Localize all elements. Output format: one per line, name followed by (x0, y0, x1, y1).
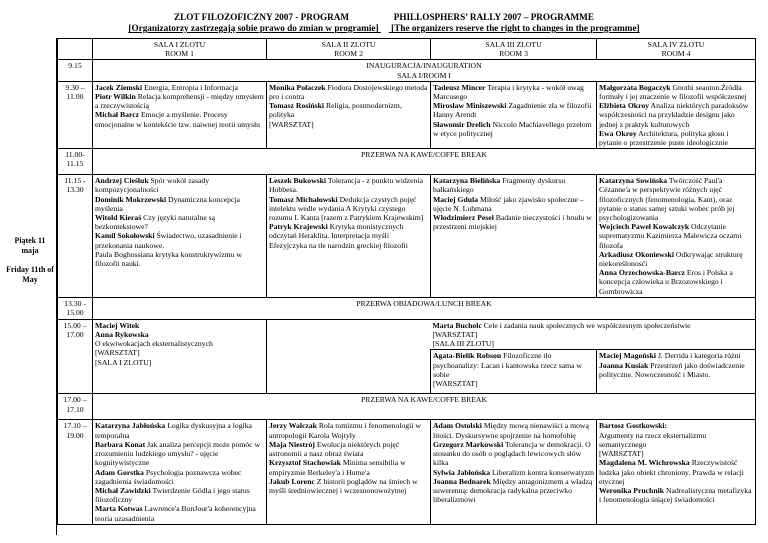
talk: [WARSZTAT] (269, 119, 314, 129)
talk: Katarzyna Sowińska Twórczość Paul'a Cézanne'a w perspektywie różnych ujęć filozoficznych (fenomenologia, Kant), oraz pytanie o status samej sztuki wobec prób jej psychologizowania (599, 176, 735, 223)
talk: Michał Zawidzki Twierdzenie Gödla i jego status filozoficzny (95, 485, 250, 505)
talk: Anna Rykowska (95, 330, 149, 340)
day-label-en: Friday 11th of May (6, 265, 54, 284)
room-1-header: SALA I ZLOTU ROOM 1 (93, 39, 267, 60)
talk: [WARSZTAT] (599, 449, 644, 459)
s1500-room3 (431, 350, 597, 394)
lunch-break: PRZERWA OBIADOWA/LUNCH BREAK (93, 297, 756, 319)
talk: Jacek Ziemski Energia, Entropia i Informacja (95, 82, 238, 92)
talk: Tomasz Rosiński Religia, postmodernizm, polityka (269, 101, 402, 120)
talk: Monika Połaczek Fiodora Dostojewskiego metoda pro i contra (269, 82, 428, 102)
s1710-room1 (93, 420, 267, 524)
time-1710: 17.10 – 19.00 (58, 420, 93, 524)
talk: Maciej Witek (95, 320, 140, 330)
talk: Sławomir Drelich Niccolo Machiavellego przełom w etyce politycznej (433, 119, 592, 138)
programme-table (57, 38, 756, 525)
talk: Weronika Pruchnik Nadrealistyczna metafizyka i fenomenologia śniącej świadomości (599, 485, 752, 505)
rooms-row (58, 39, 756, 60)
slot-1100-row (58, 149, 756, 175)
s930-room1 (93, 81, 267, 148)
time-930: 9.30 – 11.00 (58, 81, 93, 148)
coffee-break-1: PRZERWA NA KAWE/COFFE BREAK (93, 149, 756, 175)
talk: O ekwiwokacjach eksternalistycznych (95, 339, 213, 349)
talk: Maciej Gdula Miłość jako zjawisko społeczne – ujęcie N. Luhmana (433, 194, 584, 213)
s1115-room1 (93, 175, 267, 298)
talk: Jerzy Walczak Rola tomizmu i fenomenologii w antropologii Karola Wojtyły (269, 421, 421, 440)
talk: [WARSZTAT] (433, 379, 478, 389)
time-1330: 13.30 - 15.00 (58, 297, 93, 319)
document-header (0, 12, 768, 34)
talk: Marta Kotwas Lawrence'a BonJour'a koherencyjna teoria uzasadnienia (95, 504, 256, 523)
room-2-header: SALA II ZLOTU ROOM 2 (267, 39, 431, 60)
s1115-room2 (267, 175, 431, 298)
talk: Adam Gorstka Psychologia poznawcza wobec zagadnienia świadomości (95, 467, 242, 486)
talk: Leszek Bukowski Tolerancja - z punktu widzenia Hobbesa. (269, 176, 423, 195)
room-3-header: SALA III ZLOTU ROOM 3 (431, 39, 597, 60)
talk: Katarzyna Jabłońska Logika dyskusyjna a logika temporalna (95, 421, 252, 440)
s930-room3 (431, 81, 597, 148)
talk: Barbara Konat Jak analiza percepcji może pomóc w zrozumieniu ludzkiego umysłu? - ujęcie kognitywistyczne (95, 439, 261, 468)
talk: Paula Boghossiana krytyka konstruktywizmu w filozofii nauki. (95, 249, 242, 269)
slot-1115-row (58, 175, 756, 298)
talk: Witold Kieraś Czy języki naturalne są bezkontekstowe? (95, 213, 216, 232)
talk: [SALA I ZLOTU] (95, 357, 152, 367)
s1500-room2-empty (267, 319, 431, 394)
header-title-pl: ZLOT FILOZOFICZNY 2007 - PROGRAM (174, 12, 350, 22)
talk: Joanna Kusiak Przestrzeń jako doświadczenie polityczne. Nowoczesność i Miasto. (599, 360, 745, 379)
header-title-en: PHILLOSPHERS’ RALLY 2007 – PROGRAMME (393, 12, 594, 22)
s930-room4 (597, 81, 756, 148)
s1710-room4 (597, 420, 756, 524)
s1500-room1 (93, 319, 267, 394)
header-line-2 (0, 23, 768, 34)
talk: Adam Ostolski Między mową nienawiści a mową litości. Dyskursywne spojrzenie na homofobię (433, 421, 589, 440)
s1710-room3 (431, 420, 597, 524)
talk: Katarzyna Bielińska Fragmenty dyskursu bałkańskiego (433, 176, 566, 195)
slot-1500-row-a (58, 319, 756, 350)
talk: Tadeusz Mincer Terapia i krytyka - wokół uwag Marcusego (433, 82, 584, 102)
talk: Maja Niestrój Ewolucja niektórych pojęć astronomii a nasz obraz świata (269, 439, 400, 459)
s1500-room3-4-top (431, 319, 756, 350)
s1115-room3 (431, 175, 597, 298)
talk: [WARSZTAT] (432, 330, 478, 340)
talk: Anna Orzechowska-Barcz Eros i Polska a koncepcja człowieka u Brzozowskiego i Gombrowicza (599, 268, 733, 296)
talk: Kamil Sokołowski Świadectwo, uzasadnienie i przekonania naukowe. (95, 231, 242, 250)
talk: Agata-Bielik Robson Filozoficzne tło psychoanalizy: Lacan i kantowska rzecz sama w sobie (433, 351, 582, 379)
room-4-header: SALA IV ZLOTU ROOM 4 (597, 39, 756, 60)
header-note-en: [The organizers reserve the right to changes in the programme] (391, 23, 640, 33)
talk: Wojciech Paweł Kowalczyk Odczytanie suprematyzmu Kazimierza Malewicza oczami filozofa (599, 222, 742, 250)
day-label (6, 236, 54, 284)
talk: Grzegorz Markowski Tolerancja w demokracji. O stosunku do osób o poglądach lewicowych słów kilka (433, 439, 591, 468)
day-column-border (56, 38, 57, 535)
empty-corner (58, 39, 93, 60)
slot-1330-row (58, 297, 756, 319)
talk: [WARSZTAT] (95, 348, 140, 358)
talk: Mirosław Miniszewski Zagadnienie zła w filozofii Hanny Arendt (433, 101, 592, 120)
s1115-room4 (597, 175, 756, 298)
talk: Piotr Wilkin Relacja komprehensji - między umysłem a rzeczywistością (95, 92, 264, 111)
s1710-room2 (267, 420, 431, 524)
time-915: 9.15 (58, 60, 93, 81)
talk: Patryk Krajewski Krytyka monistycznych odczytań Heraklita. Interpretacja myśli Efezyjczyka na tle narodzin greckiej filozofii (269, 222, 408, 250)
slot-915-row (58, 60, 756, 81)
talk: Sylwia Jabłońska Liberalizm kontra konserwatyzm (433, 467, 595, 477)
talk: Arkadiusz Okoniewski Odkrywając strukturę niekoreślonosći (599, 249, 743, 269)
coffee-break-2: PRZERWA NA KAWE/COFFE BREAK (93, 394, 756, 420)
talk: Bartosz Gostkowski: (599, 421, 668, 431)
talk: Tomasz Michałowski Dedukcja czystych pojęć intelektu wedle wydania A Krytyki czystego rozumu I. Kanta [razem z Patrykiem Krajewskim] (269, 194, 424, 223)
s930-room2 (267, 81, 431, 148)
talk: Małgorzata Bogaczyk Gnothi seauton.Źródła formuły i jej znaczenie w filozofii współczesnej (599, 82, 747, 102)
slot-1710-row (58, 420, 756, 524)
talk: Maciej Magoński J. Derrida i kategoria różni (599, 351, 741, 361)
slot-1700-row (58, 394, 756, 420)
talk: Argumenty na rzecz eksternalizmu semantycznego (599, 430, 707, 449)
slot-930-row (58, 81, 756, 148)
talk: Ewa Okroy Architektura, polityka głosu i pytanie o przestrzenie puste ideologicznie (599, 128, 729, 148)
talk: Jakub Lorenc Z historii poglądów na śmiech w myśli średniowiecznej i wczesnonowożytnej (269, 476, 418, 495)
talk: Andrzej Cieśluk Spór wokół zasady kompozycjonalności (95, 176, 210, 195)
header-note-pl: [Organizatorzy zastrzegają sobie prawo do zmian w programie] (128, 23, 379, 33)
talk: [SALA III ZLOTU] (432, 339, 494, 349)
talk: Dominik Mokrzewski Dynamiczna koncepcja myślenia (95, 194, 240, 213)
inauguration-cell: INAUGURACJA/INAUGURATION SALA I/ROOM I (93, 60, 756, 81)
talk: Magdalena M. Wichrowska Rzeczywistość ludzka jako obiekt chroniony. Prawda w relacji etycznej (599, 458, 744, 486)
talk: Elżbieta Okroy Analiza niektórych paradoksów współczesności na przykładzie designu jako jednej z praktyk kulturowych (599, 101, 749, 129)
talk: Marta Bucholc Cele i zadania nauk społecznych we współczesnym społeczeństwie (432, 320, 691, 330)
day-label-pl: Piątek 11 maja (14, 236, 46, 255)
talk: Włodzimierz Pesel Badanie nieczystości i brudu w przestrzeni miejskiej (433, 213, 592, 232)
talk: Krzysztof Stachowiak Minima sensibilia w empiryzmie Berkeley'a i Hume'a (269, 458, 406, 477)
time-1700: 17.00 – 17.10 (58, 394, 93, 420)
time-1100: 11.00- 11.15 (58, 149, 93, 175)
time-1115: 11.15 - 13.30 (58, 175, 93, 298)
talk: Joanna Bednarek Między antagonizmem a władzą suwerenną: demokracja radykalna przeciwko liberalizmowi (433, 476, 593, 505)
header-line-1 (0, 12, 768, 23)
talk: Michał Barcz Emocje a myślenie. Procesy emocjonalne w kontekście tzw. naiwnej teorii umysłu (95, 110, 260, 129)
time-1500: 15.00 – 17.00 (58, 319, 93, 394)
s1500-room4 (597, 350, 756, 394)
